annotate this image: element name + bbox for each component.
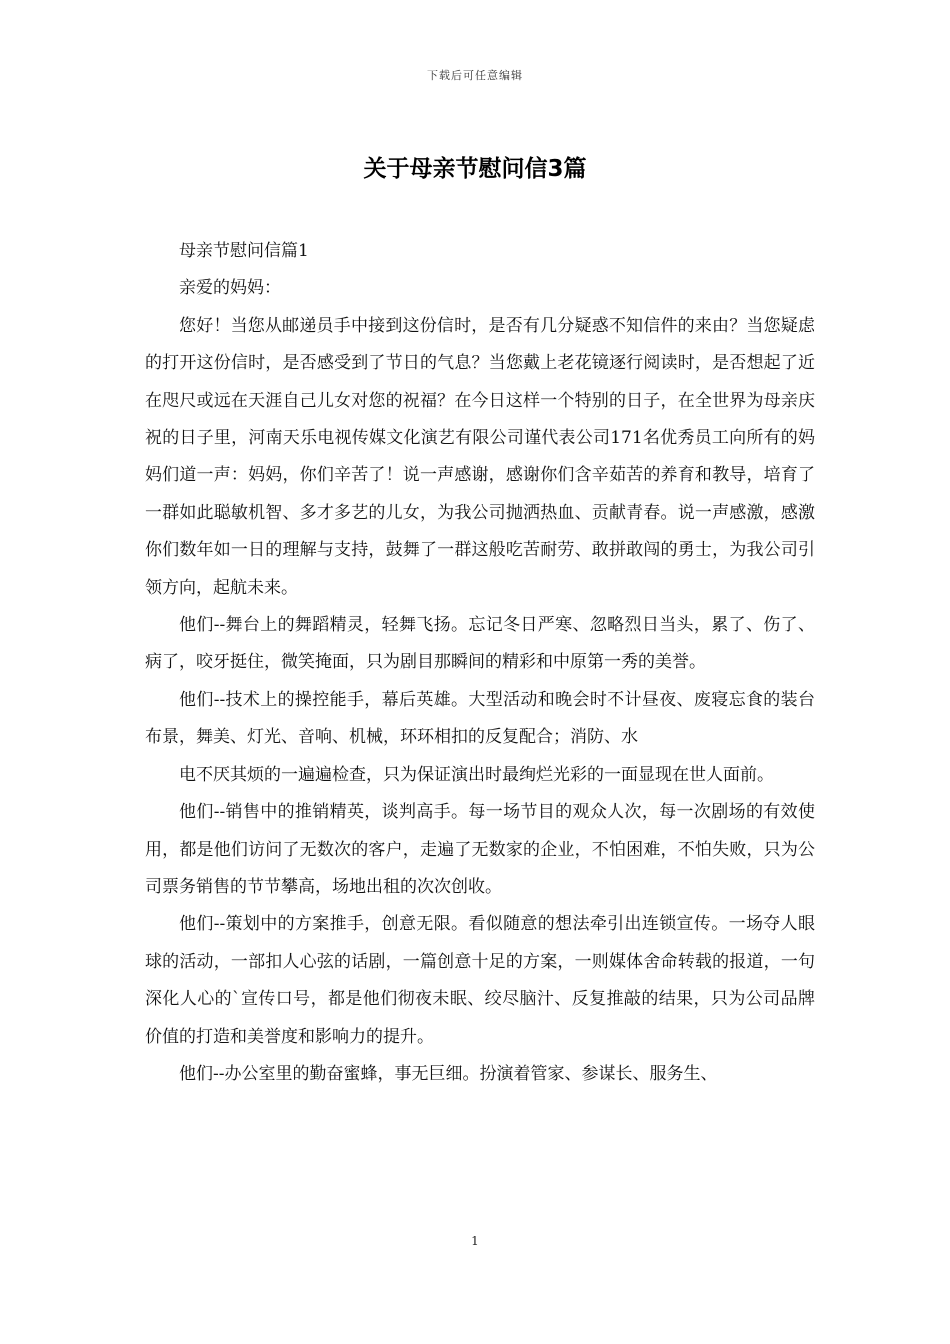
paragraph: 他们--销售中的推销精英，谈判高手。每一场节目的观众人次，每一次剧场的有效使用，都是他们访问了无数次的客户，走遍了无数家的企业，不怕困难，不怕失败，只为公司票务销售的节节攀高，场地出租的次次创收。 xyxy=(145,802,815,897)
paragraph: 他们--办公室里的勤奋蜜蜂，事无巨细。扮演着管家、参谋长、服务生、 xyxy=(179,1063,718,1084)
paragraph: 他们--技术上的操控能手，幕后英雄。大型活动和晚会时不计昼夜、废寝忘食的装台布景，舞美、灯光、音响、机械，环环相扣的反复配合；消防、水 xyxy=(145,689,815,748)
section-heading: 母亲节慰问信篇1 xyxy=(179,241,309,261)
paragraph: 他们--策划中的方案推手，创意无限。看似随意的想法牵引出连锁宣传。一场夺人眼球的活动，一部扣人心弦的话剧，一篇创意十足的方案，一则媒体舍命转载的报道，一句深化人心的`宣传口号，都是他们彻夜未眠、绞尽脑汁、反复推敲的结果，只为公司品牌价值的打造和美誉度和影响力的提升。 xyxy=(145,914,815,1047)
paragraph: 您好！当您从邮递员手中接到这份信时，是否有几分疑惑不知信件的来由？当您疑虑的打开这份信时，是否感受到了节日的气息？当您戴上老花镜逐行阅读时，是否想起了近在咫尺或远在天涯自己儿女对您的祝福？在今日这样一个特别的日子，在全世界为母亲庆祝的日子里，河南天乐电视传媒文化演艺有限公司谨代表公司171名优秀员工向所有的妈妈们道一声：妈妈，你们辛苦了！说一声感谢，感谢你们含辛茹苦的养育和教导，培育了一群如此聪敏机智、多才多艺的儿女，为我公司抛洒热血、贡献青春。说一声感激，感激你们数年如一日的理解与支持，鼓舞了一群这般吃苦耐劳、敢拼敢闯的勇士，为我公司引领方向，起航未来。 xyxy=(145,315,815,598)
header-note: 下载后可任意编辑 xyxy=(427,69,523,82)
document-body xyxy=(145,233,815,1093)
page-number: 1 xyxy=(471,1234,479,1248)
paragraph: 电不厌其烦的一遍遍检查，只为保证演出时最绚烂光彩的一面显现在世人面前。 xyxy=(179,764,774,785)
salutation: 亲爱的妈妈： xyxy=(179,278,281,299)
document-title: 关于母亲节慰问信3篇 xyxy=(363,156,587,182)
paragraph: 他们--舞台上的舞蹈精灵，轻舞飞扬。忘记冬日严寒、忽略烈日当头，累了、伤了、病了，咬牙挺住，微笑掩面，只为剧目那瞬间的精彩和中原第一秀的美誉。 xyxy=(145,615,815,673)
